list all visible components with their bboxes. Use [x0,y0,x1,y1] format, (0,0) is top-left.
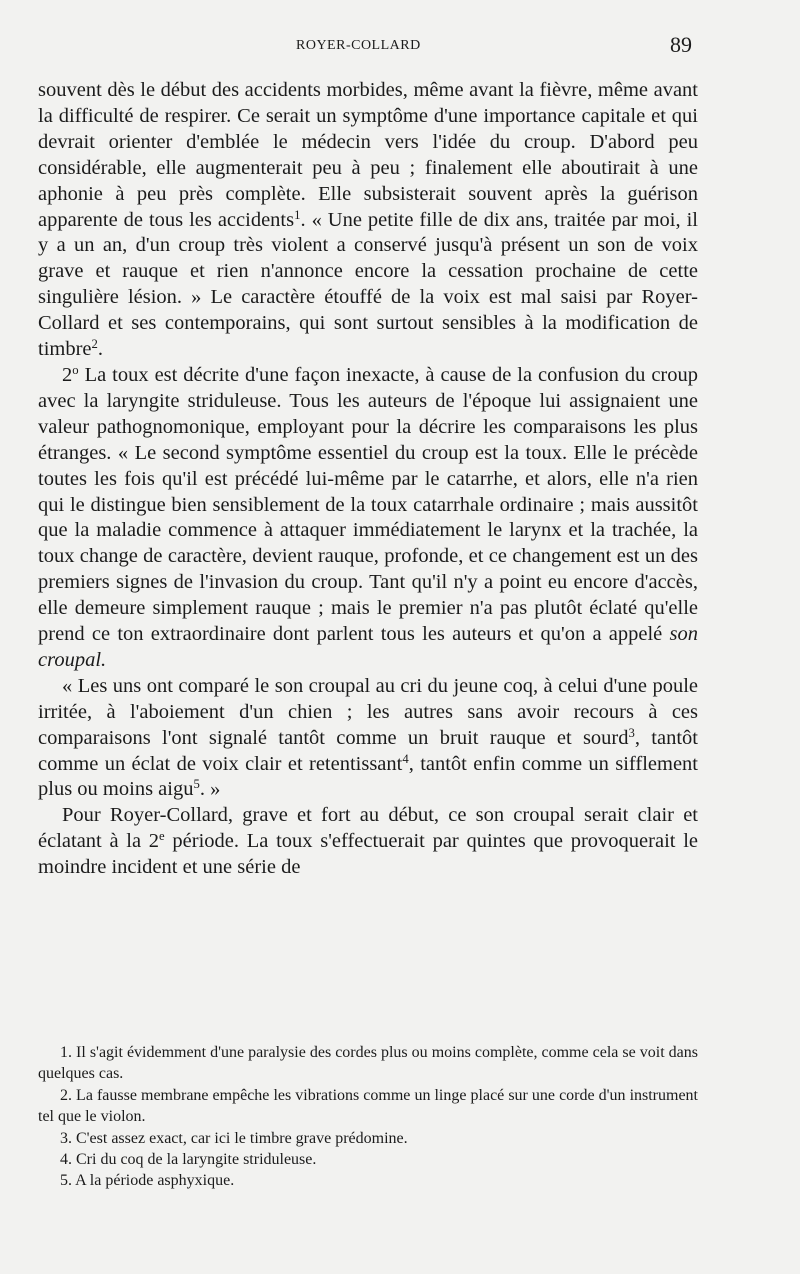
footnote-2: 2. La fausse membrane empêche les vibrations comme un linge placé sur une corde d'un instrument tel que le violon. [38,1086,699,1126]
paragraph-2: 2$^o$ La toux est décrite d'une façon inexacte, à cause de la confusion du croup avec la laryngite striduleuse. Tous les auteurs de l'époque lui assignaient une valeur pathognomonique, employant pour la décrire les comparaisons les plus étranges. « Le second symptôme essentiel du croup est la toux. Elle le précède toutes les fois qu'il est précédé lui-même par le catarrhe, et alors, elle n'a rien qui le distingue bien sensiblement de la toux catarrhale ordinaire ; mais aussitôt que la maladie commence à attaquer immédiatement le larynx et la trachée, la toux change de caractère, devient rauque, profonde, et ce changement est un des premiers signes de l'invasion du croup. Tant qu'il n'y a point eu encore d'accès, elle demeure simplement rauque ; mais le premier n'a pas plutôt éclaté qu'elle prend ce ton extraordinaire dont parlent tous les auteurs et qu'on a appelé son croupal. [38,362,699,671]
footnote-ref-3: 3 [628,725,635,740]
footnote-ref-1: 1 [294,207,301,222]
paragraph-3: « Les uns ont comparé le son croupal au cri du jeune coq, à celui d'une poule irritée, à l'aboiement d'un chien ; les autres sans avoir recours à ces comparaisons l'ont signalé tantôt comme un bruit rauque et sourd$^3$, tantôt comme un éclat de voix clair et retentissant$^4$, tantôt enfin comme un sifflement plus ou moins aigu$^5$. » [38,674,698,801]
footnote-5: 5. A la période asphyxique. [60,1172,235,1190]
page-number: 89 [670,32,692,57]
footnote-ref-5: 5 [193,777,200,792]
footnote-1: 1. Il s'agit évidemment d'une paralysie des cordes plus ou moins complète, comme cela se voit dans quelques cas. [38,1044,698,1083]
footnote-ref-4: 4 [402,751,409,766]
footnotes [38,1042,698,1192]
running-title: ROYER-COLLARD [296,38,421,53]
paragraph-1: souvent dès le début des accidents morbides, même avant la fièvre, même avant la difficulté de respirer. Ce serait un symptôme d'une importance capitale et qui devrait orienter d'emblée le médecin vers l'idée du croup. D'abord peu considérable, elle augmenterait peu à peu ; finalement elle aboutirait à une aphonie à peu près complète. Elle subsisterait souvent après la guérison apparente de tous les accidents$^1$. « Une petite fille de dix ans, traitée par moi, il y a un an, d'un croup très violent a conservé jusqu'à présent un son de voix grave et rauque et rien n'annonce encore la cessation prochaine de cette singulière lésion. » Le caractère étouffé de la voix est mal saisi par Royer-Collard et ses contemporains, qui sont surtout sensibles à la modification de timbre$^2$. [38,79,698,361]
page-header [0,32,800,60]
footnote-3: 3. C'est assez exact, car ici le timbre grave prédomine. [60,1129,408,1147]
footnote-4: 4. Cri du coq de la laryngite striduleuse. [60,1151,317,1169]
footnote-ref-2: 2 [91,337,98,352]
body-text [38,78,698,881]
paragraph-4: Pour Royer-Collard, grave et fort au début, ce son croupal serait clair et éclatant à la 2e période. La toux s'effectuerait par quintes que provoquerait le moindre incident et une série de [38,804,698,879]
italic-term: son croupal. [38,623,699,671]
